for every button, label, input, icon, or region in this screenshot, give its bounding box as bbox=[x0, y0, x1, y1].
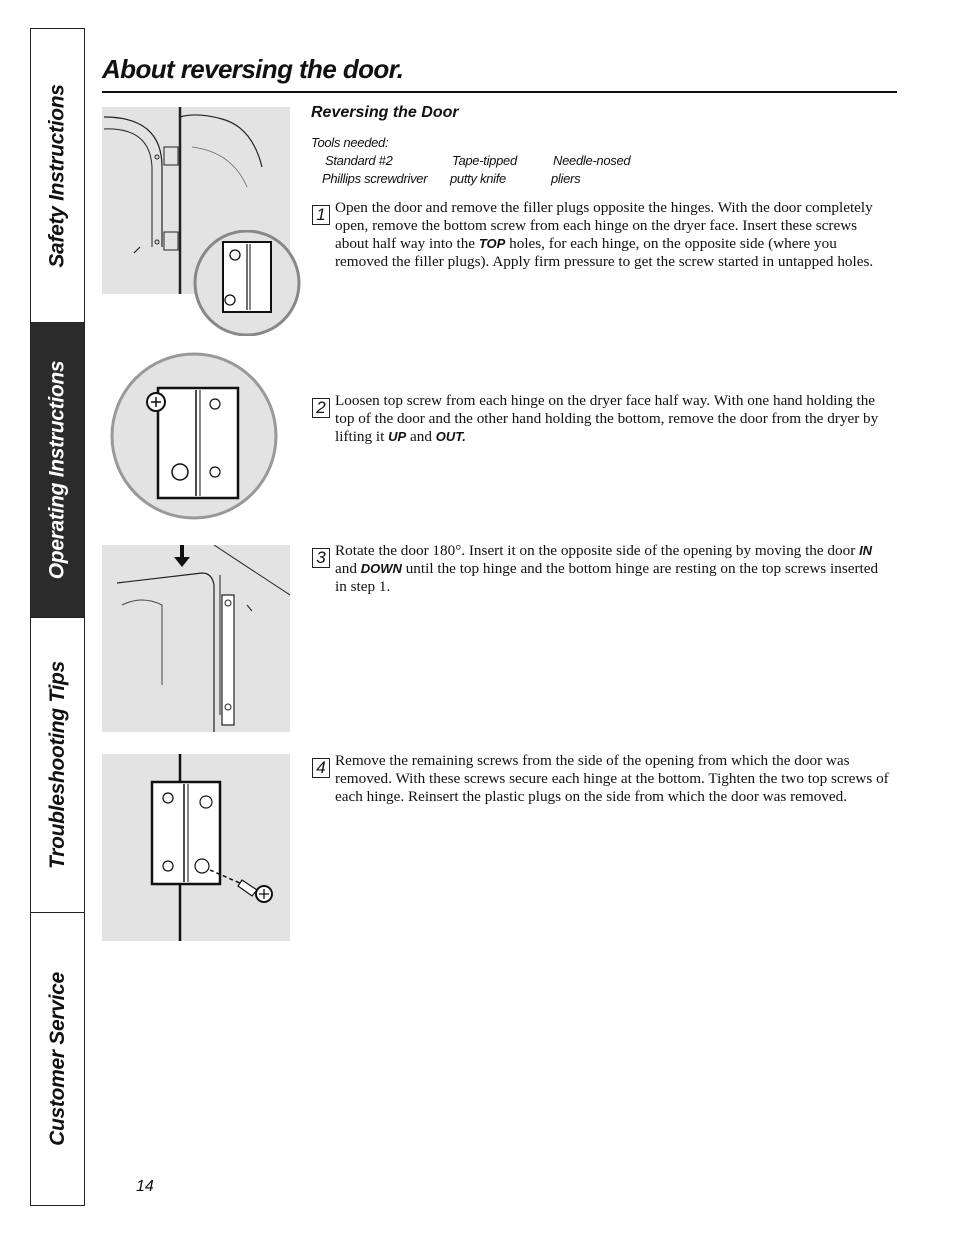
side-tab-bar bbox=[30, 28, 85, 1206]
hinge-magnified-inset bbox=[190, 230, 305, 336]
section-title: Reversing the Door bbox=[311, 104, 459, 121]
keyword: IN bbox=[859, 543, 873, 558]
tools-needed bbox=[311, 134, 631, 188]
step-number: 1 bbox=[312, 205, 330, 225]
step-1-text bbox=[335, 199, 890, 271]
tool-line: Phillips screwdriver bbox=[322, 171, 428, 186]
tool-line: Tape-tipped bbox=[452, 153, 517, 168]
step-text-part: Loosen top screw from each hinge on the dryer face half way. With one hand holding the top of the door and the other hand holding the bottom, remove the door from the dryer by lifting it bbox=[335, 392, 879, 445]
tab-safety-instructions[interactable] bbox=[31, 29, 84, 323]
figure-step-3 bbox=[102, 545, 290, 732]
step-3-text bbox=[335, 542, 890, 596]
figure-step-4 bbox=[102, 754, 290, 941]
step-number: 2 bbox=[312, 398, 330, 418]
tool-pliers bbox=[553, 152, 630, 188]
tools-heading: Tools needed: bbox=[311, 135, 389, 150]
title-rule bbox=[102, 91, 897, 93]
figure-step-2 bbox=[110, 352, 278, 520]
keyword: OUT. bbox=[435, 429, 466, 444]
keyword: DOWN bbox=[360, 561, 402, 576]
door-insert-illustration bbox=[102, 545, 290, 732]
step-text-part: Open the door and remove the filler plugs opposite the hinges. With the door completely open, remove the bottom screw from each hinge on the dryer face. Insert these screws about half way into the bbox=[335, 199, 873, 252]
step-2-text bbox=[335, 392, 890, 446]
keyword: UP bbox=[388, 429, 407, 444]
step-text-part: and bbox=[335, 560, 361, 577]
tool-line: Needle-nosed bbox=[553, 153, 631, 168]
step-text-part: Rotate the door 180°. Insert it on the opposite side of the opening by moving the door bbox=[335, 542, 860, 559]
tab-troubleshooting-tips[interactable] bbox=[31, 618, 84, 913]
step-text-part: and bbox=[406, 428, 436, 445]
tool-putty-knife bbox=[452, 152, 517, 188]
keyword: TOP bbox=[478, 236, 506, 251]
step-text-part: until the top hinge and the bottom hinge are resting on the top screws inserted in step 1. bbox=[335, 560, 879, 595]
tool-screwdriver bbox=[322, 152, 428, 188]
tab-label: Safety Instructions bbox=[45, 83, 69, 268]
tab-operating-instructions[interactable] bbox=[31, 323, 84, 618]
page-number: 14 bbox=[136, 1178, 154, 1195]
step-number: 3 bbox=[312, 548, 330, 568]
step-text-part: Remove the remaining screws from the side of the opening from which the door was removed. With these screws secure each hinge at the bottom. Tighten the two top screws of each hinge. Reinsert the plastic plugs on the side from which the door was removed. bbox=[335, 752, 889, 805]
tab-label: Customer Service bbox=[45, 971, 69, 1146]
step-number: 4 bbox=[312, 758, 330, 778]
tab-label: Troubleshooting Tips bbox=[45, 661, 69, 869]
tool-line: pliers bbox=[551, 171, 581, 186]
tool-line: putty knife bbox=[450, 171, 506, 186]
page-title: About reversing the door. bbox=[102, 54, 404, 84]
step-text-part: holes, for each hinge, on the opposite side (where you removed the filler plugs). Apply firm pressure to get the screw started in untapped holes. bbox=[335, 235, 874, 270]
tab-label: Operating Instructions bbox=[45, 360, 69, 580]
step-4-text bbox=[335, 752, 890, 806]
hinge-screw-illustration bbox=[102, 754, 290, 941]
tab-customer-service[interactable] bbox=[31, 913, 84, 1204]
tool-line: Standard #2 bbox=[325, 153, 393, 168]
